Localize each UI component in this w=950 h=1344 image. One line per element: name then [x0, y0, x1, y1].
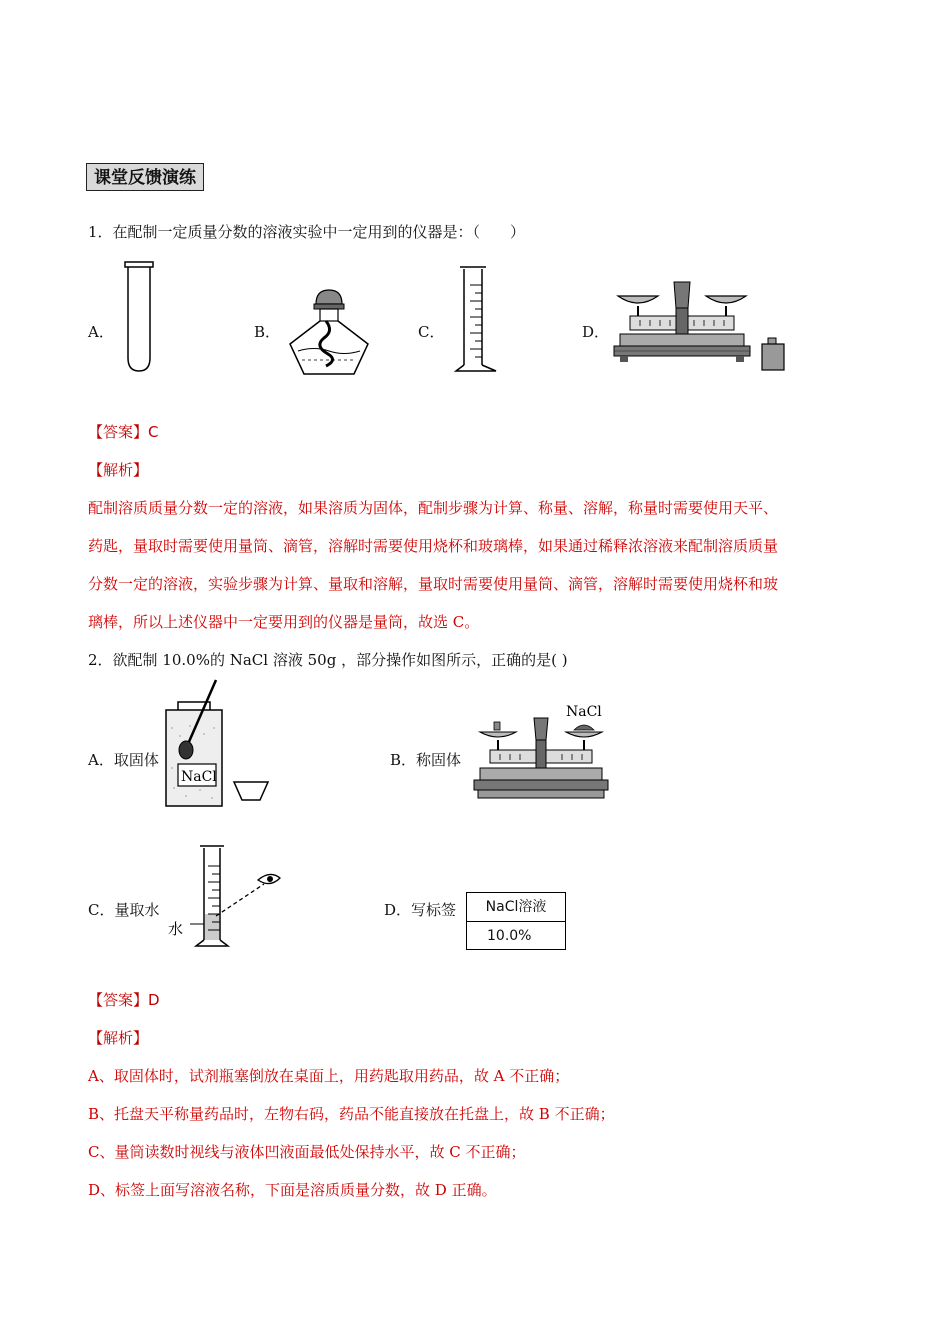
question-1-stem: 1．在配制一定质量分数的溶液实验中一定用到的仪器是：（ ）: [88, 223, 526, 241]
label-top-solution-name: NaCl溶液: [467, 893, 565, 922]
q2-answer: [88, 990, 160, 1010]
q2-option-c-label: C．量取水: [88, 901, 160, 919]
q2-option-a-label: A．取固体: [88, 751, 159, 769]
label-bottom-percentage: 10.0%: [487, 928, 532, 944]
cylinder-reading-icon: [166, 844, 296, 952]
q2-answer-value: D: [148, 991, 160, 1009]
q1-option-a-label: A．: [88, 323, 114, 341]
q2-analysis-line-4: D、标签上面写溶液名称，下面是溶质质量分数，故 D 正确。: [88, 1181, 497, 1199]
q2-option-b-label: B．称固体: [390, 751, 462, 769]
fig-a-nacl-label: NaCl: [181, 769, 217, 785]
q2-answer-label: 【答案】: [88, 991, 149, 1009]
q1-answer: [88, 422, 159, 442]
label-box: [466, 892, 566, 950]
q1-answer-value: C: [148, 423, 159, 441]
q1-analysis-label: 【解析】: [88, 461, 149, 479]
q1-option-d-label: D．: [582, 323, 610, 341]
q2-analysis-line-2: B、托盘天平称量药品时，左物右码，药品不能直接放在托盘上，故 B 不正确；: [88, 1105, 615, 1123]
q1-analysis-line-4: 璃棒，所以上述仪器中一定要用到的仪器是量筒，故选 C。: [88, 613, 480, 631]
q1-analysis-line-3: 分数一定的溶液，实验步骤为计算、量取和溶解，量取时需要使用量筒、滴管，溶解时需要使用烧杯和玻: [88, 575, 779, 593]
q2-analysis-line-1: A、取固体时，试剂瓶塞倒放在桌面上，用药匙取用药品，故 A 不正确；: [88, 1067, 570, 1085]
alcohol-lamp-icon: [284, 286, 374, 378]
section-title: 课堂反馈演练: [86, 163, 204, 191]
reagent-bottle-icon: [160, 678, 290, 808]
q2-analysis-label: 【解析】: [88, 1029, 149, 1047]
balance-weighing-icon: [466, 700, 616, 810]
fig-c-water-label: 水: [168, 920, 184, 938]
q2-analysis-line-3: C、量筒读数时视线与液体凹液面最低处保持水平，故 C 不正确；: [88, 1143, 526, 1161]
q1-option-b-label: B．: [254, 323, 281, 341]
question-2-stem: 2．欲配制 10.0%的 NaCl 溶液 50g ，部分操作如图所示，正确的是( ): [88, 651, 568, 669]
graduated-cylinder-icon: [452, 265, 502, 377]
q1-answer-label: 【答案】: [88, 423, 149, 441]
balance-scale-icon: [610, 278, 810, 374]
q1-analysis-line-1: 配制溶质质量分数一定的溶液，如果溶质为固体，配制步骤为计算、称量、溶解，称量时需要使用天平、: [88, 499, 779, 517]
q1-option-c-label: C．: [418, 323, 445, 341]
q1-analysis-line-2: 药匙，量取时需要使用量筒、滴管，溶解时需要使用烧杯和玻璃棒，如果通过稀释浓溶液来配制溶质质量: [88, 537, 779, 555]
fig-b-nacl-label: NaCl: [566, 704, 602, 720]
q2-option-d-label: D．写标签: [384, 901, 457, 919]
test-tube-icon: [122, 260, 156, 375]
